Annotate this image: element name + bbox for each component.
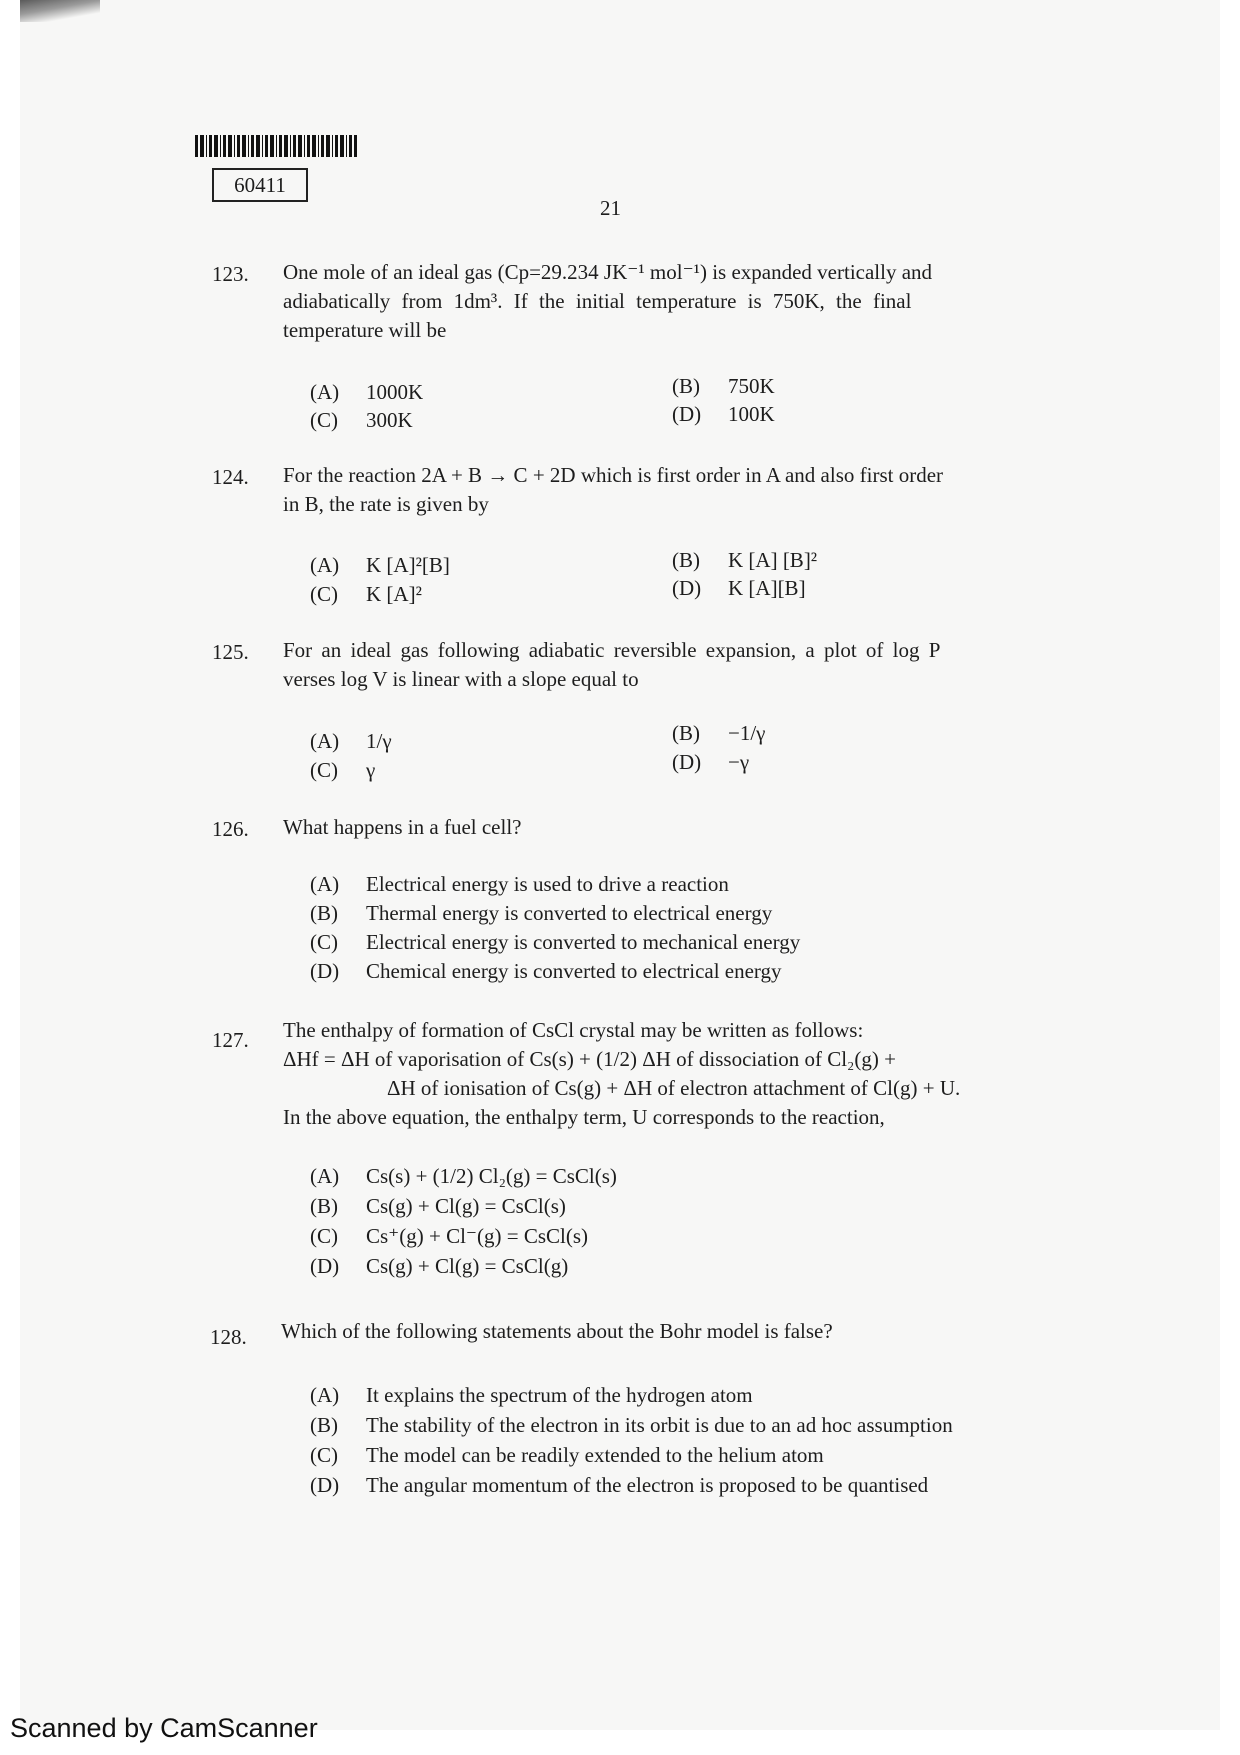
question-line: verses log V is linear with a slope equal to	[283, 667, 639, 691]
option-text: 1/γ	[366, 729, 392, 753]
option	[310, 580, 422, 608]
question-text	[283, 813, 983, 842]
question-text	[283, 636, 1063, 694]
option-letter: (D)	[310, 959, 340, 983]
question-line: in B, the rate is given by	[283, 492, 489, 516]
scan-shadow	[20, 0, 100, 22]
option	[310, 756, 375, 784]
option-letter: (D)	[310, 1473, 340, 1497]
page-number: 21	[600, 196, 621, 220]
option-text: K [A]²	[366, 582, 422, 606]
option-letter: (A)	[310, 872, 340, 896]
option-letter: (D)	[672, 576, 702, 600]
scanner-watermark: Scanned by CamScanner	[10, 1713, 318, 1743]
question-text	[283, 461, 1063, 519]
option-letter: (D)	[672, 750, 702, 774]
option-letter: (B)	[672, 721, 700, 745]
option-text: 100K	[728, 402, 775, 426]
option-text: γ	[366, 758, 376, 782]
question-text	[281, 1317, 1061, 1346]
question-line: One mole of an ideal gas (Cp=29.234 JK⁻¹ mol⁻¹) is expanded vertically and	[283, 260, 933, 284]
option-text: The stability of the electron in its orbit is due to an ad hoc assumption	[366, 1413, 953, 1437]
option-letter: (C)	[310, 1443, 338, 1467]
question-line: What happens in a fuel cell?	[283, 815, 522, 839]
option	[672, 719, 765, 747]
option-text: Electrical energy is used to drive a reaction	[366, 872, 729, 896]
option-text: K [A]²[B]	[366, 553, 450, 577]
question-line: The enthalpy of formation of CsCl crystal may be written as follows:	[283, 1018, 864, 1042]
question-text	[283, 258, 1043, 345]
option	[310, 1381, 753, 1409]
question-line: For an ideal gas following adiabatic reversible expansion, a plot of log P	[283, 638, 941, 662]
barcode	[195, 135, 357, 157]
option	[310, 1162, 617, 1190]
question-text	[283, 1016, 1063, 1132]
option	[310, 727, 392, 755]
option-text: K [A][B]	[728, 576, 806, 600]
option-text: The model can be readily extended to the helium atom	[366, 1443, 824, 1467]
option	[310, 1411, 953, 1439]
option	[310, 928, 800, 956]
option-letter: (B)	[672, 548, 700, 572]
question-number: 126.	[212, 817, 249, 841]
option	[672, 574, 806, 602]
option	[310, 870, 729, 898]
question-line: For the reaction 2A + B → C + 2D which is first order in A and also first order	[283, 463, 944, 487]
option-text: Electrical energy is converted to mechanical energy	[366, 930, 801, 954]
option	[672, 748, 749, 776]
option-text: 300K	[366, 408, 413, 432]
option	[672, 546, 817, 574]
option-text: Chemical energy is converted to electrical energy	[366, 959, 782, 983]
question-line: adiabatically from 1dm³. If the initial temperature is 750K, the final	[283, 289, 912, 313]
question-number: 128.	[210, 1325, 247, 1349]
question-line: In the above equation, the enthalpy term, U corresponds to the reaction,	[283, 1105, 885, 1129]
option-letter: (C)	[310, 930, 338, 954]
option-letter: (A)	[310, 1383, 340, 1407]
option-letter: (B)	[672, 374, 700, 398]
option	[672, 400, 775, 428]
option-letter: (D)	[672, 402, 702, 426]
option-text: Cs(s) + (1/2) Cl₂(g) = CsCl(s)	[366, 1164, 617, 1188]
question-number: 124.	[212, 465, 249, 489]
option-letter: (A)	[310, 380, 340, 404]
option-letter: (B)	[310, 901, 338, 925]
option-text: K [A] [B]²	[728, 548, 818, 572]
option	[310, 899, 772, 927]
option-letter: (C)	[310, 408, 338, 432]
option	[310, 551, 450, 579]
option-letter: (D)	[310, 1254, 340, 1278]
option-text: The angular momentum of the electron is proposed to be quantised	[366, 1473, 929, 1497]
option-text: Cs⁺(g) + Cl⁻(g) = CsCl(s)	[366, 1224, 589, 1248]
question-number: 125.	[212, 640, 249, 664]
option-text: Cs(g) + Cl(g) = CsCl(g)	[366, 1254, 569, 1278]
option	[310, 378, 423, 406]
question-line: ΔHf = ΔH of vaporisation of Cs(s) + (1/2) ΔH of dissociation of Cl₂(g) +	[283, 1047, 896, 1071]
option-text: Thermal energy is converted to electrical energy	[366, 901, 773, 925]
option-text: Cs(g) + Cl(g) = CsCl(s)	[366, 1194, 566, 1218]
option-letter: (A)	[310, 553, 340, 577]
option	[310, 1222, 588, 1250]
option-letter: (C)	[310, 582, 338, 606]
option	[310, 1252, 568, 1280]
paper-code: 60411	[212, 168, 308, 202]
option-text: 750K	[728, 374, 775, 398]
option	[310, 1471, 928, 1499]
question-line: temperature will be	[283, 318, 447, 342]
option-letter: (C)	[310, 758, 338, 782]
option-letter: (B)	[310, 1413, 338, 1437]
option	[310, 406, 413, 434]
question-number: 123.	[212, 262, 249, 286]
option-letter: (B)	[310, 1194, 338, 1218]
question-number: 127.	[212, 1028, 249, 1052]
option-letter: (C)	[310, 1224, 338, 1248]
option	[310, 1192, 566, 1220]
option-text: −γ	[728, 750, 750, 774]
option	[310, 1441, 824, 1469]
question-line: Which of the following statements about the Bohr model is false?	[281, 1319, 833, 1343]
question-line: ΔH of ionisation of Cs(g) + ΔH of electron attachment of Cl(g) + U.	[387, 1076, 961, 1100]
option-letter: (A)	[310, 1164, 340, 1188]
option-text: It explains the spectrum of the hydrogen atom	[366, 1383, 753, 1407]
option-text: −1/γ	[728, 721, 766, 745]
option-text: 1000K	[366, 380, 424, 404]
option-letter: (A)	[310, 729, 340, 753]
option	[310, 957, 782, 985]
option	[672, 372, 775, 400]
